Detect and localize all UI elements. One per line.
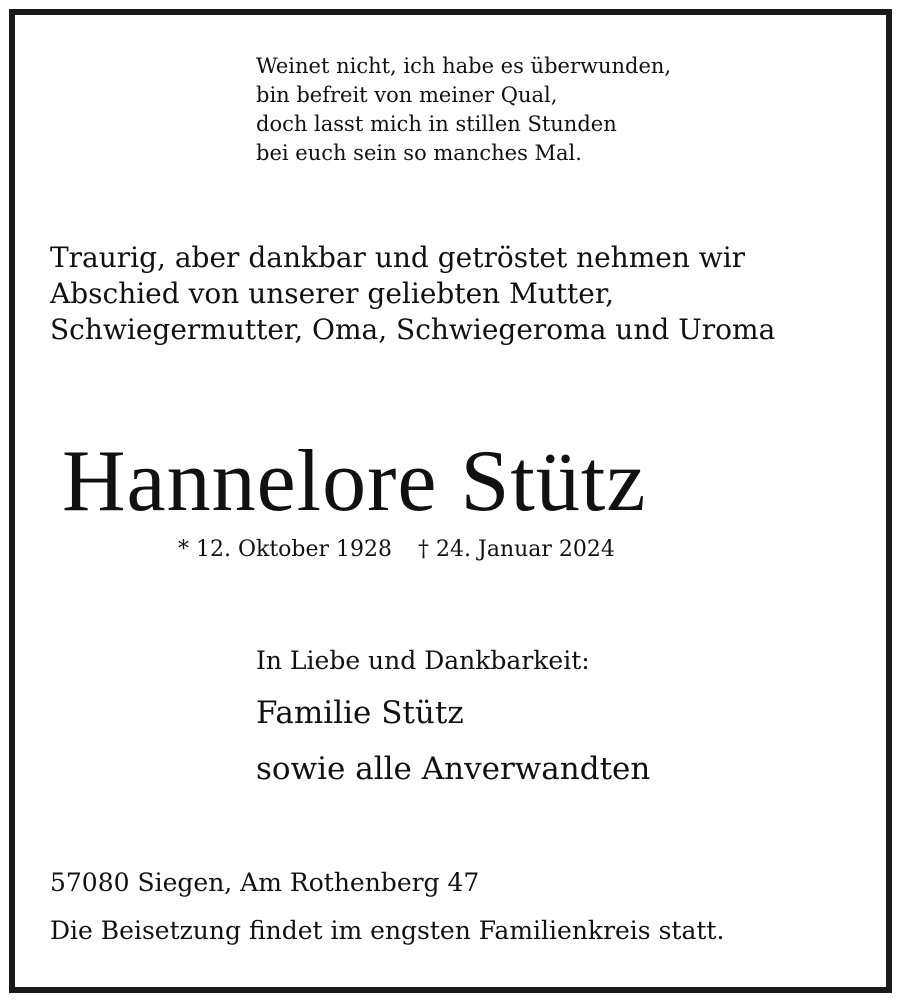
intro-line: Abschied von unserer geliebten Mutter, xyxy=(50,277,615,310)
intro-text xyxy=(50,240,775,348)
death-date: † 24. Januar 2024 xyxy=(418,537,615,562)
life-dates xyxy=(178,534,615,566)
mourners-relatives: sowie alle Anverwandten xyxy=(256,751,651,787)
address: 57080 Siegen, Am Rothenberg 47 xyxy=(50,868,480,897)
poem xyxy=(256,52,671,168)
poem-line: doch lasst mich in stillen Stunden xyxy=(256,112,617,136)
poem-line: bin befreit von meiner Qual, xyxy=(256,83,558,107)
mourners-intro: In Liebe und Dankbarkeit: xyxy=(256,646,590,675)
intro-line: Traurig, aber dankbar und getröstet nehmen wir xyxy=(50,241,746,274)
birth-date: * 12. Oktober 1928 xyxy=(178,537,393,562)
intro-line: Schwiegermutter, Oma, Schwiegeroma und Uroma xyxy=(50,313,776,346)
burial-note: Die Beisetzung findet im engsten Familienkreis statt. xyxy=(50,916,725,945)
poem-line: Weinet nicht, ich habe es überwunden, xyxy=(256,54,672,78)
deceased-name: Hannelore Stütz xyxy=(62,433,647,530)
mourners-family: Familie Stütz xyxy=(256,695,464,731)
poem-line: bei euch sein so manches Mal. xyxy=(256,141,582,165)
